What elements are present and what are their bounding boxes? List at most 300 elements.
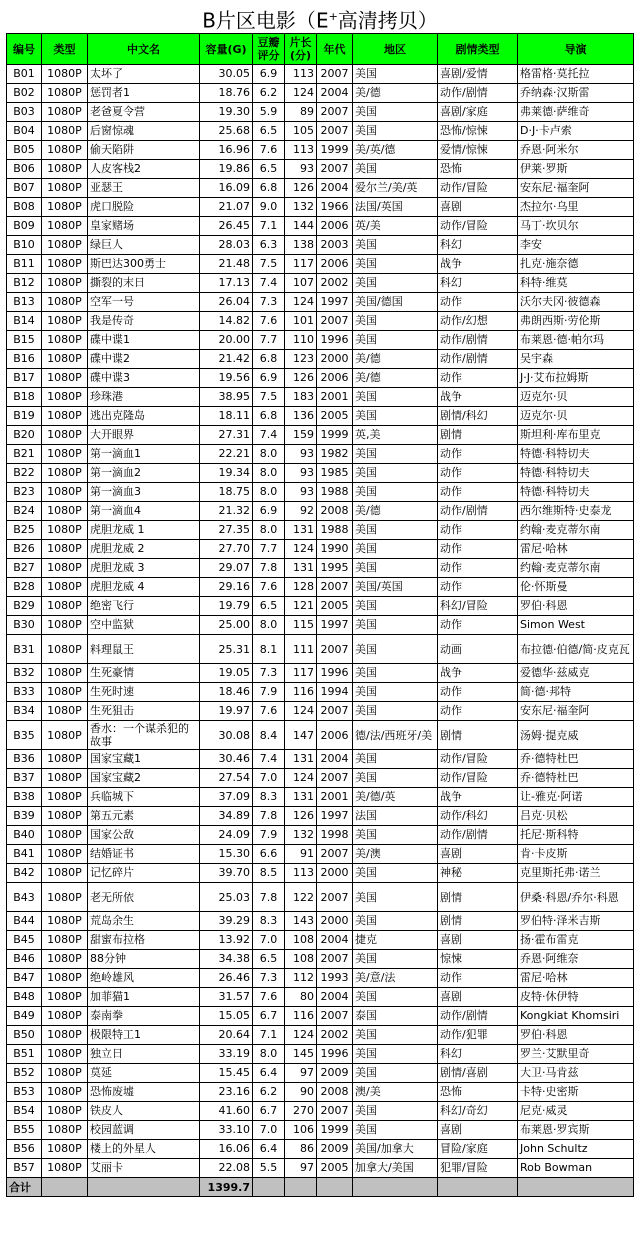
cell-id: B29	[7, 597, 42, 616]
cell-id: B57	[7, 1159, 42, 1178]
cell-year: 2000	[317, 864, 353, 883]
cell-genre: 动作	[438, 683, 518, 702]
cell-id: B01	[7, 65, 42, 84]
cell-length: 126	[285, 807, 317, 826]
cell-id: B05	[7, 141, 42, 160]
cell-year: 2007	[317, 312, 353, 331]
cell-region: 美国	[353, 702, 438, 721]
cell-name: 生死豪情	[88, 664, 200, 683]
cell-director: Rob Bowman	[518, 1159, 634, 1178]
cell-year: 2000	[317, 912, 353, 931]
cell-director: D·J·卡卢索	[518, 122, 634, 141]
cell-id: B42	[7, 864, 42, 883]
cell-director: 爱德华·兹威克	[518, 664, 634, 683]
cell-region: 美国	[353, 559, 438, 578]
cell-length: 107	[285, 274, 317, 293]
cell-length: 128	[285, 578, 317, 597]
cell-size: 15.30	[200, 845, 253, 864]
cell-name: 人皮客栈2	[88, 160, 200, 179]
cell-size: 30.08	[200, 721, 253, 750]
cell-director: 马丁·坎贝尔	[518, 217, 634, 236]
cell-genre: 动作/冒险	[438, 769, 518, 788]
cell-type: 1080P	[42, 931, 88, 950]
header-director: 导演	[518, 34, 634, 65]
cell-size: 18.46	[200, 683, 253, 702]
cell-size: 15.05	[200, 1007, 253, 1026]
cell-type: 1080P	[42, 84, 88, 103]
cell-director: 雷尼·哈林	[518, 540, 634, 559]
cell-rating: 7.1	[253, 1026, 285, 1045]
cell-type: 1080P	[42, 1140, 88, 1159]
cell-type: 1080P	[42, 274, 88, 293]
cell-type: 1080P	[42, 788, 88, 807]
cell-name: 绿巨人	[88, 236, 200, 255]
cell-id: B06	[7, 160, 42, 179]
cell-type: 1080P	[42, 160, 88, 179]
cell-size: 29.16	[200, 578, 253, 597]
cell-size: 18.75	[200, 483, 253, 502]
cell-size: 39.29	[200, 912, 253, 931]
cell-year: 2004	[317, 84, 353, 103]
cell-rating: 6.3	[253, 236, 285, 255]
cell-genre: 动作/剧情	[438, 84, 518, 103]
cell-region: 美国	[353, 274, 438, 293]
cell-size: 34.38	[200, 950, 253, 969]
cell-length: 131	[285, 788, 317, 807]
cell-size: 18.11	[200, 407, 253, 426]
cell-director: 托尼·斯科特	[518, 826, 634, 845]
cell-name: 记忆碎片	[88, 864, 200, 883]
cell-length: 93	[285, 445, 317, 464]
table-row	[7, 502, 634, 521]
total-cell	[88, 1178, 200, 1197]
cell-genre: 喜剧/家庭	[438, 103, 518, 122]
cell-name: 虎口脱险	[88, 198, 200, 217]
cell-genre: 科幻/冒险	[438, 597, 518, 616]
cell-length: 113	[285, 864, 317, 883]
cell-director: 特德·科特切夫	[518, 483, 634, 502]
cell-director: 罗伯·科恩	[518, 1026, 634, 1045]
cell-length: 97	[285, 1064, 317, 1083]
cell-region: 美国	[353, 826, 438, 845]
cell-director: 科特·维莫	[518, 274, 634, 293]
cell-region: 美国	[353, 65, 438, 84]
cell-length: 113	[285, 141, 317, 160]
cell-region: 美/澳	[353, 845, 438, 864]
cell-length: 108	[285, 931, 317, 950]
cell-name: 第一滴血3	[88, 483, 200, 502]
cell-length: 116	[285, 1007, 317, 1026]
cell-id: B14	[7, 312, 42, 331]
table-row	[7, 1064, 634, 1083]
cell-rating: 7.4	[253, 274, 285, 293]
table-row	[7, 578, 634, 597]
cell-rating: 8.3	[253, 912, 285, 931]
cell-rating: 7.8	[253, 883, 285, 912]
cell-genre: 喜剧	[438, 198, 518, 217]
cell-year: 2005	[317, 1159, 353, 1178]
cell-rating: 7.6	[253, 578, 285, 597]
cell-length: 86	[285, 1140, 317, 1159]
cell-name: 碟中谍3	[88, 369, 200, 388]
table-row	[7, 293, 634, 312]
table-row	[7, 540, 634, 559]
cell-type: 1080P	[42, 141, 88, 160]
cell-genre: 剧情	[438, 721, 518, 750]
cell-name: 第一滴血1	[88, 445, 200, 464]
table-row	[7, 950, 634, 969]
cell-type: 1080P	[42, 969, 88, 988]
cell-name: 恐怖废墟	[88, 1083, 200, 1102]
cell-rating: 7.6	[253, 312, 285, 331]
cell-rating: 6.2	[253, 1083, 285, 1102]
cell-length: 101	[285, 312, 317, 331]
cell-name: 空军一号	[88, 293, 200, 312]
cell-director: 伦·怀斯曼	[518, 578, 634, 597]
cell-year: 1990	[317, 540, 353, 559]
cell-id: B48	[7, 988, 42, 1007]
cell-size: 23.16	[200, 1083, 253, 1102]
cell-id: B45	[7, 931, 42, 950]
cell-rating: 7.5	[253, 255, 285, 274]
cell-name: 碟中谍1	[88, 331, 200, 350]
cell-size: 33.19	[200, 1045, 253, 1064]
cell-region: 美/英/德	[353, 141, 438, 160]
cell-region: 美国	[353, 635, 438, 664]
cell-type: 1080P	[42, 426, 88, 445]
cell-name: 独立日	[88, 1045, 200, 1064]
cell-rating: 5.9	[253, 103, 285, 122]
cell-name: 后窗惊魂	[88, 122, 200, 141]
cell-id: B54	[7, 1102, 42, 1121]
cell-rating: 6.5	[253, 597, 285, 616]
cell-year: 2004	[317, 988, 353, 1007]
cell-director: 吕克·贝松	[518, 807, 634, 826]
cell-type: 1080P	[42, 1045, 88, 1064]
cell-director: 迈克尔·贝	[518, 388, 634, 407]
cell-year: 2001	[317, 788, 353, 807]
cell-rating: 7.6	[253, 141, 285, 160]
cell-id: B08	[7, 198, 42, 217]
cell-year: 2009	[317, 1140, 353, 1159]
cell-director: J·J·艾布拉姆斯	[518, 369, 634, 388]
cell-name: 老无所依	[88, 883, 200, 912]
cell-type: 1080P	[42, 103, 88, 122]
cell-type: 1080P	[42, 388, 88, 407]
cell-rating: 8.0	[253, 445, 285, 464]
cell-size: 27.54	[200, 769, 253, 788]
cell-genre: 喜剧	[438, 988, 518, 1007]
cell-genre: 动作/冒险	[438, 217, 518, 236]
cell-genre: 动作	[438, 559, 518, 578]
cell-length: 121	[285, 597, 317, 616]
cell-region: 美国	[353, 597, 438, 616]
table-row	[7, 65, 634, 84]
cell-rating: 6.4	[253, 1140, 285, 1159]
table-row	[7, 236, 634, 255]
header-year: 年代	[317, 34, 353, 65]
cell-genre: 动作	[438, 969, 518, 988]
cell-region: 澳/美	[353, 1083, 438, 1102]
total-label: 合计	[7, 1178, 42, 1197]
cell-id: B02	[7, 84, 42, 103]
cell-director: 大卫·马肯兹	[518, 1064, 634, 1083]
cell-region: 德/法/西班牙/美	[353, 721, 438, 750]
header-region: 地区	[353, 34, 438, 65]
cell-size: 34.89	[200, 807, 253, 826]
cell-director: 罗兰·艾默里奇	[518, 1045, 634, 1064]
cell-size: 27.31	[200, 426, 253, 445]
cell-type: 1080P	[42, 331, 88, 350]
cell-genre: 动作/冒险	[438, 179, 518, 198]
cell-genre: 剧情/科幻	[438, 407, 518, 426]
cell-id: B30	[7, 616, 42, 635]
cell-rating: 6.7	[253, 1102, 285, 1121]
cell-director: 斯坦利·库布里克	[518, 426, 634, 445]
cell-director: 特德·科特切夫	[518, 464, 634, 483]
cell-year: 2002	[317, 274, 353, 293]
cell-name: 大开眼界	[88, 426, 200, 445]
cell-genre: 科幻/奇幻	[438, 1102, 518, 1121]
cell-year: 2007	[317, 160, 353, 179]
cell-type: 1080P	[42, 597, 88, 616]
cell-director: Simon West	[518, 616, 634, 635]
cell-rating: 6.8	[253, 407, 285, 426]
cell-genre: 动作	[438, 445, 518, 464]
cell-director: 安东尼·福奎阿	[518, 702, 634, 721]
cell-genre: 动作	[438, 578, 518, 597]
cell-year: 1998	[317, 826, 353, 845]
cell-size: 21.48	[200, 255, 253, 274]
cell-genre: 喜剧	[438, 1121, 518, 1140]
cell-rating: 6.9	[253, 369, 285, 388]
cell-name: 莫延	[88, 1064, 200, 1083]
cell-rating: 8.1	[253, 635, 285, 664]
cell-region: 美国	[353, 103, 438, 122]
cell-size: 25.31	[200, 635, 253, 664]
table-row	[7, 141, 634, 160]
cell-id: B10	[7, 236, 42, 255]
cell-length: 124	[285, 540, 317, 559]
cell-length: 124	[285, 702, 317, 721]
cell-genre: 动画	[438, 635, 518, 664]
cell-director: 乔纳森·汉斯雷	[518, 84, 634, 103]
cell-year: 2006	[317, 217, 353, 236]
cell-year: 2007	[317, 65, 353, 84]
cell-director: 肯·卡皮斯	[518, 845, 634, 864]
cell-rating: 5.5	[253, 1159, 285, 1178]
cell-director: 让-雅克·阿诺	[518, 788, 634, 807]
cell-length: 117	[285, 664, 317, 683]
cell-type: 1080P	[42, 578, 88, 597]
cell-id: B51	[7, 1045, 42, 1064]
table-row	[7, 597, 634, 616]
cell-year: 2007	[317, 122, 353, 141]
cell-length: 124	[285, 769, 317, 788]
header-size: 容量(G)	[200, 34, 253, 65]
table-row	[7, 350, 634, 369]
cell-type: 1080P	[42, 683, 88, 702]
header-rating: 豆瓣评分	[253, 34, 285, 65]
cell-size: 41.60	[200, 1102, 253, 1121]
cell-type: 1080P	[42, 912, 88, 931]
cell-year: 1997	[317, 807, 353, 826]
cell-rating: 6.8	[253, 179, 285, 198]
cell-length: 115	[285, 616, 317, 635]
cell-length: 117	[285, 255, 317, 274]
cell-id: B24	[7, 502, 42, 521]
table-row	[7, 1102, 634, 1121]
cell-director: 布拉德·伯德/简·皮克瓦	[518, 635, 634, 664]
cell-genre: 剧情	[438, 883, 518, 912]
cell-rating: 7.9	[253, 826, 285, 845]
cell-genre: 剧情/喜剧	[438, 1064, 518, 1083]
cell-length: 89	[285, 103, 317, 122]
cell-type: 1080P	[42, 407, 88, 426]
cell-name: 铁皮人	[88, 1102, 200, 1121]
cell-name: 兵临城下	[88, 788, 200, 807]
cell-rating: 7.3	[253, 293, 285, 312]
total-cell	[353, 1178, 438, 1197]
cell-director: 布莱恩·罗宾斯	[518, 1121, 634, 1140]
cell-region: 美国	[353, 1102, 438, 1121]
cell-id: B27	[7, 559, 42, 578]
cell-size: 14.82	[200, 312, 253, 331]
cell-rating: 8.0	[253, 1045, 285, 1064]
cell-size: 18.76	[200, 84, 253, 103]
cell-size: 39.70	[200, 864, 253, 883]
cell-name: 结婚证书	[88, 845, 200, 864]
cell-year: 1996	[317, 331, 353, 350]
cell-director: 乔·德特杜巴	[518, 750, 634, 769]
cell-year: 1999	[317, 141, 353, 160]
cell-genre: 神秘	[438, 864, 518, 883]
cell-id: B12	[7, 274, 42, 293]
cell-length: 136	[285, 407, 317, 426]
cell-length: 116	[285, 683, 317, 702]
cell-genre: 战争	[438, 255, 518, 274]
cell-name: 料理鼠王	[88, 635, 200, 664]
cell-name: 空中监狱	[88, 616, 200, 635]
cell-region: 美国	[353, 769, 438, 788]
cell-type: 1080P	[42, 864, 88, 883]
cell-rating: 7.9	[253, 683, 285, 702]
cell-year: 2004	[317, 931, 353, 950]
cell-rating: 9.0	[253, 198, 285, 217]
cell-year: 1966	[317, 198, 353, 217]
cell-length: 143	[285, 912, 317, 931]
cell-type: 1080P	[42, 1026, 88, 1045]
cell-name: 虎胆龙威 1	[88, 521, 200, 540]
cell-type: 1080P	[42, 883, 88, 912]
cell-id: B03	[7, 103, 42, 122]
cell-id: B09	[7, 217, 42, 236]
cell-director: 特德·科特切夫	[518, 445, 634, 464]
cell-genre: 动作/剧情	[438, 331, 518, 350]
cell-genre: 科幻	[438, 236, 518, 255]
cell-length: 144	[285, 217, 317, 236]
cell-name: 亚瑟王	[88, 179, 200, 198]
cell-rating: 8.4	[253, 721, 285, 750]
cell-id: B39	[7, 807, 42, 826]
cell-region: 美/意/法	[353, 969, 438, 988]
cell-director: 卡特·史密斯	[518, 1083, 634, 1102]
cell-rating: 8.5	[253, 864, 285, 883]
cell-id: B35	[7, 721, 42, 750]
cell-rating: 7.7	[253, 331, 285, 350]
cell-type: 1080P	[42, 255, 88, 274]
cell-length: 145	[285, 1045, 317, 1064]
cell-type: 1080P	[42, 65, 88, 84]
cell-rating: 6.7	[253, 1007, 285, 1026]
cell-type: 1080P	[42, 312, 88, 331]
cell-genre: 喜剧/爱情	[438, 65, 518, 84]
cell-year: 2006	[317, 369, 353, 388]
cell-director: 罗伯·科恩	[518, 597, 634, 616]
cell-type: 1080P	[42, 635, 88, 664]
cell-id: B21	[7, 445, 42, 464]
cell-rating: 6.6	[253, 845, 285, 864]
cell-length: 124	[285, 1026, 317, 1045]
cell-size: 13.92	[200, 931, 253, 950]
cell-size: 19.56	[200, 369, 253, 388]
cell-id: B41	[7, 845, 42, 864]
cell-name: 第一滴血2	[88, 464, 200, 483]
cell-director: 布莱恩·德·帕尔玛	[518, 331, 634, 350]
table-row	[7, 312, 634, 331]
cell-id: B55	[7, 1121, 42, 1140]
cell-genre: 战争	[438, 388, 518, 407]
cell-region: 美国	[353, 664, 438, 683]
cell-size: 21.32	[200, 502, 253, 521]
cell-length: 131	[285, 559, 317, 578]
cell-rating: 6.5	[253, 122, 285, 141]
table-row	[7, 445, 634, 464]
cell-size: 19.79	[200, 597, 253, 616]
cell-region: 美国/加拿大	[353, 1140, 438, 1159]
cell-id: B28	[7, 578, 42, 597]
movie-table	[6, 33, 634, 1197]
cell-region: 美国	[353, 407, 438, 426]
cell-length: 106	[285, 1121, 317, 1140]
cell-director: 杰拉尔·乌里	[518, 198, 634, 217]
cell-rating: 7.3	[253, 969, 285, 988]
cell-rating: 6.8	[253, 350, 285, 369]
title-plus: +	[328, 10, 338, 23]
cell-region: 美/德	[353, 369, 438, 388]
cell-director: 简·德·邦特	[518, 683, 634, 702]
cell-region: 英/美	[353, 217, 438, 236]
cell-rating: 7.0	[253, 769, 285, 788]
cell-size: 38.95	[200, 388, 253, 407]
cell-type: 1080P	[42, 502, 88, 521]
cell-year: 2005	[317, 597, 353, 616]
cell-name: 绝密飞行	[88, 597, 200, 616]
cell-size: 31.57	[200, 988, 253, 1007]
cell-director: 乔恩·阿米尔	[518, 141, 634, 160]
cell-name: 偷天陷阱	[88, 141, 200, 160]
total-cell	[317, 1178, 353, 1197]
table-row	[7, 217, 634, 236]
cell-region: 泰国	[353, 1007, 438, 1026]
cell-year: 2007	[317, 103, 353, 122]
cell-size: 20.00	[200, 331, 253, 350]
cell-type: 1080P	[42, 769, 88, 788]
cell-genre: 科幻	[438, 1045, 518, 1064]
cell-year: 1999	[317, 426, 353, 445]
cell-genre: 恐怖	[438, 160, 518, 179]
cell-director: 扬·霍布雷克	[518, 931, 634, 950]
